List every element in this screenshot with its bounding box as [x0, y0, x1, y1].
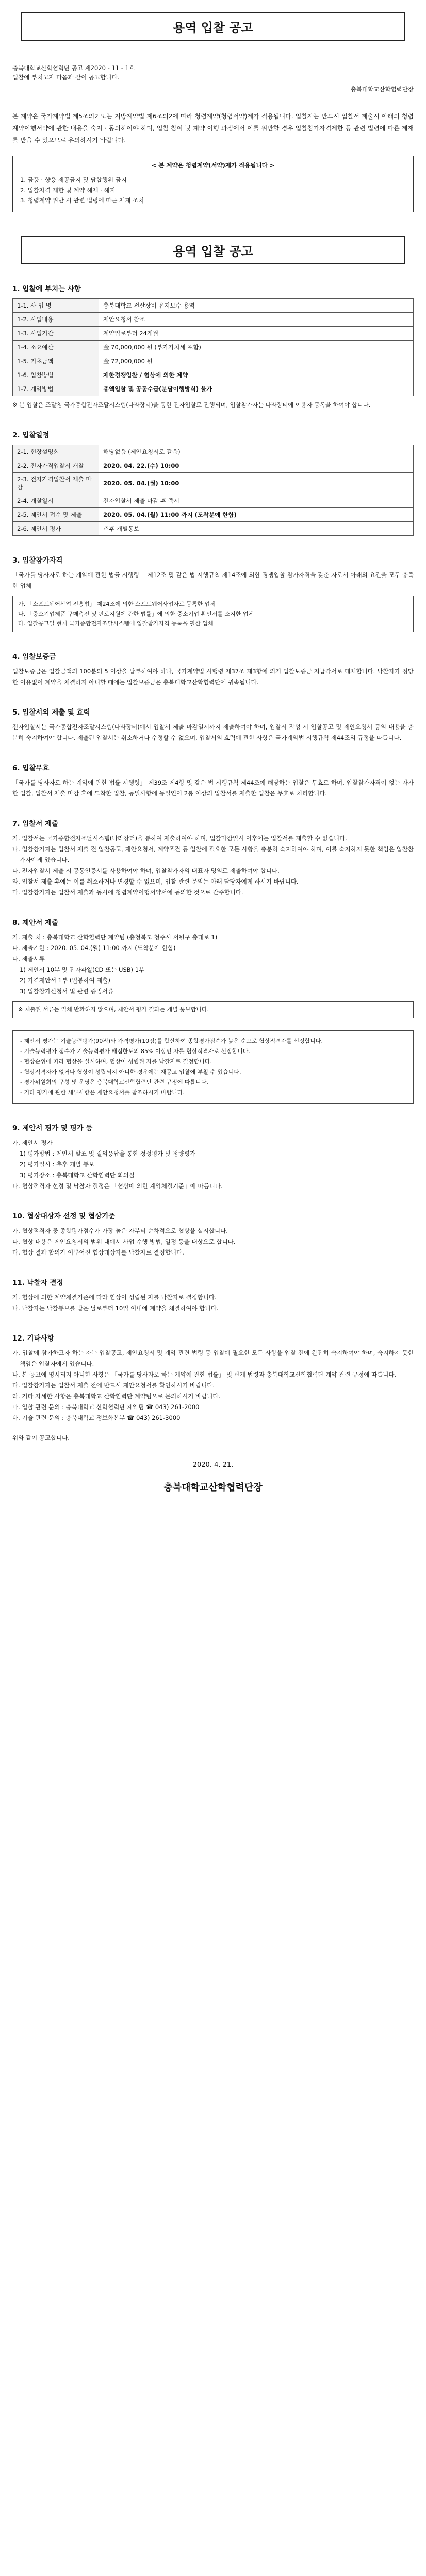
box-line: - 협상적격자가 없거나 협상이 성립되지 아니한 경우에는 재공고 입찰에 부칠 수 있습니다. [20, 1069, 241, 1075]
list-item: 나. 입찰참가자는 입찰서 제출 전 입찰공고, 제안요청서, 계약조건 등 입찰에 필요한 모든 사항을 충분히 숙지하여야 하며, 이를 숙지하지 못한 책임은 입찰참가자에게 있습니다. [12, 845, 414, 863]
table-row [13, 382, 414, 396]
table-value: 2020. 05. 04.(월) 11:00 까지 (도착분에 한함) [99, 508, 414, 522]
table-value: 총액입찰 및 공동수급(분담이행방식) 불가 [99, 382, 414, 396]
list-item: 1) 제안서 10부 및 전자파일(CD 또는 USB) 1부 [20, 966, 145, 973]
list-item: 가. 협상적격자 중 종합평가점수가 가장 높은 자부터 순차적으로 협상을 실시합니다. [12, 1227, 228, 1234]
section-body: 「국가를 당사자로 하는 계약에 관한 법률 시행령」 제12조 및 같은 법 시행규칙 제14조에 의한 경쟁입찰 참가자격을 갖춘 자로서 아래의 요건을 모두 충족한 업체 [12, 571, 414, 589]
list-item: 마. 입찰참가자는 입찰서 제출과 동시에 청렴계약이행서약서에 동의한 것으로 간주합니다. [12, 889, 243, 896]
section-heading: 7. 입찰서 제출 [12, 820, 59, 828]
section-heading: 8. 제안서 제출 [12, 919, 59, 927]
table-row [13, 327, 414, 341]
list-item: 라. 기타 자세한 사항은 충북대학교 산학협력단 계약팀으로 문의하시기 바랍니다. [12, 1393, 221, 1400]
table-value: 金 70,000,000 원 (부가가치세 포함) [99, 341, 414, 354]
list-item: 2) 평가일시 : 추후 개별 통보 [20, 1161, 95, 1168]
page-title: 용역 입찰 공고 [21, 12, 405, 41]
section-body: 전자입찰서는 국가종합전자조달시스템(나라장터)에서 입찰서 제출 마감일시까지 제출하여야 하며, 입찰서 작성 시 입찰공고 및 제안요청서 등의 내용을 충분히 숙지하여야 합니다. 제출된 입찰서는 취소하거나 수정할 수 없으며, 입찰서의 효력에 관한 사항은 국가계약법 시행규칙 제44조의 규정을 따릅니다. [12, 723, 414, 741]
list-item: 가. 입찰서는 국가종합전자조달시스템(나라장터)을 통하여 제출하여야 하며, 입찰마감일시 이후에는 입찰서를 제출할 수 없습니다. [12, 835, 347, 842]
list-item: 나. 협상 내용은 제안요청서의 범위 내에서 사업 수행 방법, 일정 등을 대상으로 합니다. [12, 1238, 236, 1245]
table-value: 2020. 05. 04.(월) 10:00 [99, 473, 414, 494]
list-item: 가. 입찰에 참가하고자 하는 자는 입찰공고, 제안요청서 및 계약 관련 법령 등 입찰에 필요한 모든 사항을 입찰 전에 완전히 숙지하여야 하며, 숙지하지 못한 책임은 입찰자에게 있습니다. [12, 1349, 414, 1367]
table-value: 추후 개별통보 [99, 522, 414, 536]
box-line: - 기타 평가에 관한 세부사항은 제안요청서를 참조하시기 바랍니다. [20, 1089, 185, 1096]
section-heading: 1. 입찰에 부치는 사항 [12, 285, 81, 293]
list-item: 가. 협상에 의한 계약체결기준에 따라 협상이 성립된 자를 낙찰자로 결정합니다. [12, 1294, 217, 1301]
section-heading: 9. 제안서 평가 및 평가 등 [12, 1124, 93, 1132]
issuer-name: 충북대학교산학협력단장 [350, 86, 414, 93]
table-row [13, 313, 414, 327]
table-key: 2-1. 현장설명회 [13, 445, 99, 459]
box-line: - 제안서 평가는 기술능력평가(90점)와 가격평가(10점)를 합산하여 종합평가점수가 높은 순으로 협상적격자를 선정합니다. [20, 1038, 323, 1044]
table-row [13, 445, 414, 459]
table-key: 2-3. 전자가격입찰서 제출 마감 [13, 473, 99, 494]
eligibility-item: 다. 입찰공고일 현재 국가종합전자조달시스템에 입찰참가자격 등록을 필한 업체 [18, 620, 214, 627]
list-item: 가. 제안서 평가 [12, 1139, 53, 1146]
table-row [13, 508, 414, 522]
list-item: 나. 제출기한 : 2020. 05. 04.(월) 11:00 까지 (도착분에 한함) [12, 944, 176, 952]
section-title-main: 용역 입찰 공고 [21, 236, 405, 264]
list-item: 나. 본 공고에 명시되지 아니한 사항은 「국가를 당사자로 하는 계약에 관한 법률」 및 관계 법령과 충북대학교산학협력단 계약 관련 규정에 따릅니다. [12, 1371, 397, 1378]
evaluation-detail-box [12, 1030, 414, 1104]
footer-issuer: 충북대학교산학협력단장 [163, 1482, 263, 1493]
list-item: 다. 협상 결과 합의가 이루어진 협상대상자를 낙찰자로 결정합니다. [12, 1249, 184, 1256]
notice-number: 충북대학교산학협력단 공고 제2020 - 11 - 1호 [12, 64, 135, 72]
integrity-notice-box [12, 156, 414, 212]
section-heading: 5. 입찰서의 제출 및 효력 [12, 708, 90, 717]
bid-items-table [12, 298, 414, 396]
intro-paragraph: 본 계약은 국가계약법 제5조의2 또는 지방계약법 제6조의2에 따라 청렴계약(청렴서약)제가 적용됩니다. 입찰자는 반드시 입찰서 제출시 아래의 청렴계약이행서약에 관한 내용을 숙지 · 동의하여야 하며, 입찰 참여 및 계약 이행 과정에서 이를 위반할 경우 입찰참가자격제한 등 관련 법령에 따른 제재를 받을 수 있으므로 유의하시기 바랍니다. [12, 113, 414, 144]
table-row [13, 522, 414, 536]
eligibility-box [12, 596, 414, 632]
list-item: 1) 평가방법 : 제안서 발표 및 질의응답을 통한 정성평가 및 정량평가 [20, 1150, 196, 1157]
list-item: 다. 전자입찰서 제출 시 공동인증서를 사용하여야 하며, 입찰참가자의 대표자 명의로 제출하여야 합니다. [12, 867, 280, 874]
announcement-document [12, 12, 414, 1494]
section-heading: 11. 낙찰자 결정 [12, 1279, 63, 1287]
table-key: 1-1. 사 업 명 [13, 299, 99, 313]
section-body: 「국가를 당사자로 하는 계약에 관한 법률 시행령」 제39조 제4항 및 같은 법 시행규칙 제44조에 해당하는 입찰은 무효로 하며, 입찰참가자격이 없는 자가 한 입찰, 입찰서 제출 마감 후에 도착한 입찰, 동일사항에 동일인이 2통 이상의 입찰서를 제출한 입찰은 무효로 처리합니다. [12, 779, 414, 797]
notice-item: 2. 입찰자격 제한 및 계약 해제 · 해지 [20, 187, 116, 194]
notice-intro-line: 입찰에 부치고자 다음과 같이 공고합니다. [12, 74, 120, 81]
notice-box-title: < 본 계약은 청렴계약(서약)제가 적용됩니다 > [151, 162, 275, 169]
table-row [13, 473, 414, 494]
section-heading: 2. 입찰일정 [12, 431, 50, 439]
eligibility-item: 나. 「중소기업제품 구매촉진 및 판로지원에 관한 법률」에 의한 중소기업 확인서를 소지한 업체 [18, 611, 254, 617]
eligibility-item: 가. 「소프트웨어산업 진흥법」 제24조에 의한 소프트웨어사업자로 등록한 업체 [18, 601, 216, 607]
table-key: 2-6. 제안서 평가 [13, 522, 99, 536]
table-value: 전자입찰서 제출 마감 후 즉시 [99, 494, 414, 508]
list-item: 마. 입찰 관련 문의 : 충북대학교 산학협력단 계약팀 ☎ 043) 261-2000 [12, 1403, 200, 1411]
notice-item: 1. 금품 · 향응 제공금지 및 담합행위 금지 [20, 176, 127, 183]
table-value: 충북대학교 전산장비 유지보수 용역 [99, 299, 414, 313]
table-value: 계약일로부터 24개월 [99, 327, 414, 341]
section-heading: 10. 협상대상자 선정 및 협상기준 [12, 1212, 116, 1221]
table-key: 1-4. 소요예산 [13, 341, 99, 354]
notice-item: 3. 청렴계약 위반 시 관련 법령에 따른 제재 조치 [20, 197, 144, 204]
table-row [13, 494, 414, 508]
table-row [13, 354, 414, 368]
list-item: 다. 제출서류 [12, 955, 45, 962]
list-item: 3) 입찰참가신청서 및 관련 증빙서류 [20, 988, 113, 995]
issue-date: 2020. 4. 21. [192, 1461, 234, 1469]
box-line: - 기술능력평가 점수가 기술능력평가 배점한도의 85% 이상인 자를 협상적격자로 선정합니다. [20, 1048, 250, 1055]
schedule-table [12, 445, 414, 536]
table-key: 2-4. 개찰일시 [13, 494, 99, 508]
table-key: 1-7. 계약방법 [13, 382, 99, 396]
table-row [13, 299, 414, 313]
table-key: 2-2. 전자가격입찰서 개찰 [13, 459, 99, 473]
section-heading: 6. 입찰무효 [12, 764, 50, 772]
list-item: 나. 협상적격자 선정 및 낙찰자 결정은 「협상에 의한 계약체결기준」에 따릅니다. [12, 1182, 223, 1190]
list-item: 라. 입찰서 제출 후에는 이를 취소하거나 변경할 수 없으며, 입찰 관련 문의는 아래 담당자에게 하시기 바랍니다. [12, 878, 299, 885]
table-row [13, 459, 414, 473]
table-value: 金 72,000,000 원 [99, 354, 414, 368]
list-item: 가. 제출 처 : 충북대학교 산학협력단 계약팀 (충청북도 청주시 서원구 충대로 1) [12, 934, 218, 941]
notice-header [12, 63, 414, 82]
table-key: 1-2. 사업내용 [13, 313, 99, 327]
table-key: 1-6. 입찰방법 [13, 368, 99, 382]
table-key: 1-3. 사업기간 [13, 327, 99, 341]
signoff-line: 위와 같이 공고합니다. [12, 1434, 70, 1442]
table-key: 1-5. 기초금액 [13, 354, 99, 368]
table-value: 제안요청서 참조 [99, 313, 414, 327]
list-item: 2) 가격제안서 1부 (밀봉하여 제출) [20, 977, 111, 984]
submission-note-box: ※ 제출된 서류는 일체 반환하지 않으며, 제안서 평가 결과는 개별 통보합니다. [12, 1001, 414, 1018]
table-key: 2-5. 제안서 접수 및 제출 [13, 508, 99, 522]
table-value: 제한경쟁입찰 / 협상에 의한 계약 [99, 368, 414, 382]
box-line: - 협상순위에 따라 협상을 실시하며, 협상이 성립된 자를 낙찰자로 결정합니다. [20, 1058, 212, 1065]
box-line: - 평가위원회의 구성 및 운영은 충북대학교산학협력단 관련 규정에 따릅니다. [20, 1079, 208, 1086]
list-item: 바. 기술 관련 문의 : 충북대학교 정보화본부 ☎ 043) 261-3000 [12, 1414, 181, 1421]
table-row [13, 341, 414, 354]
section-note: ※ 본 입찰은 조달청 국가종합전자조달시스템(나라장터)을 통한 전자입찰로 진행되며, 입찰참가자는 나라장터에 이용자 등록을 하여야 합니다. [12, 402, 371, 409]
list-item: 나. 낙찰자는 낙찰통보를 받은 날로부터 10일 이내에 계약을 체결하여야 합니다. [12, 1304, 219, 1312]
section-body: 입찰보증금은 입찰금액의 100분의 5 이상을 납부하여야 하나, 국가계약법 시행령 제37조 제3항에 의거 입찰보증금 지급각서로 대체합니다. 낙찰자가 정당한 이유없이 계약을 체결하지 아니할 때에는 입찰보증금은 충북대학교산학협력단에 귀속됩니다. [12, 668, 414, 686]
table-row [13, 368, 414, 382]
table-value: 2020. 04. 22.(수) 10:00 [99, 459, 414, 473]
section-heading: 3. 입찰참가자격 [12, 556, 63, 565]
section-heading: 4. 입찰보증금 [12, 653, 56, 661]
table-value: 해당없음 (제안요청서로 갈음) [99, 445, 414, 459]
list-item: 다. 입찰참가자는 입찰서 제출 전에 반드시 제안요청서를 확인하시기 바랍니다. [12, 1382, 215, 1389]
list-item: 3) 평가장소 : 충북대학교 산학협력단 회의실 [20, 1172, 135, 1179]
section-heading: 12. 기타사항 [12, 1334, 54, 1343]
